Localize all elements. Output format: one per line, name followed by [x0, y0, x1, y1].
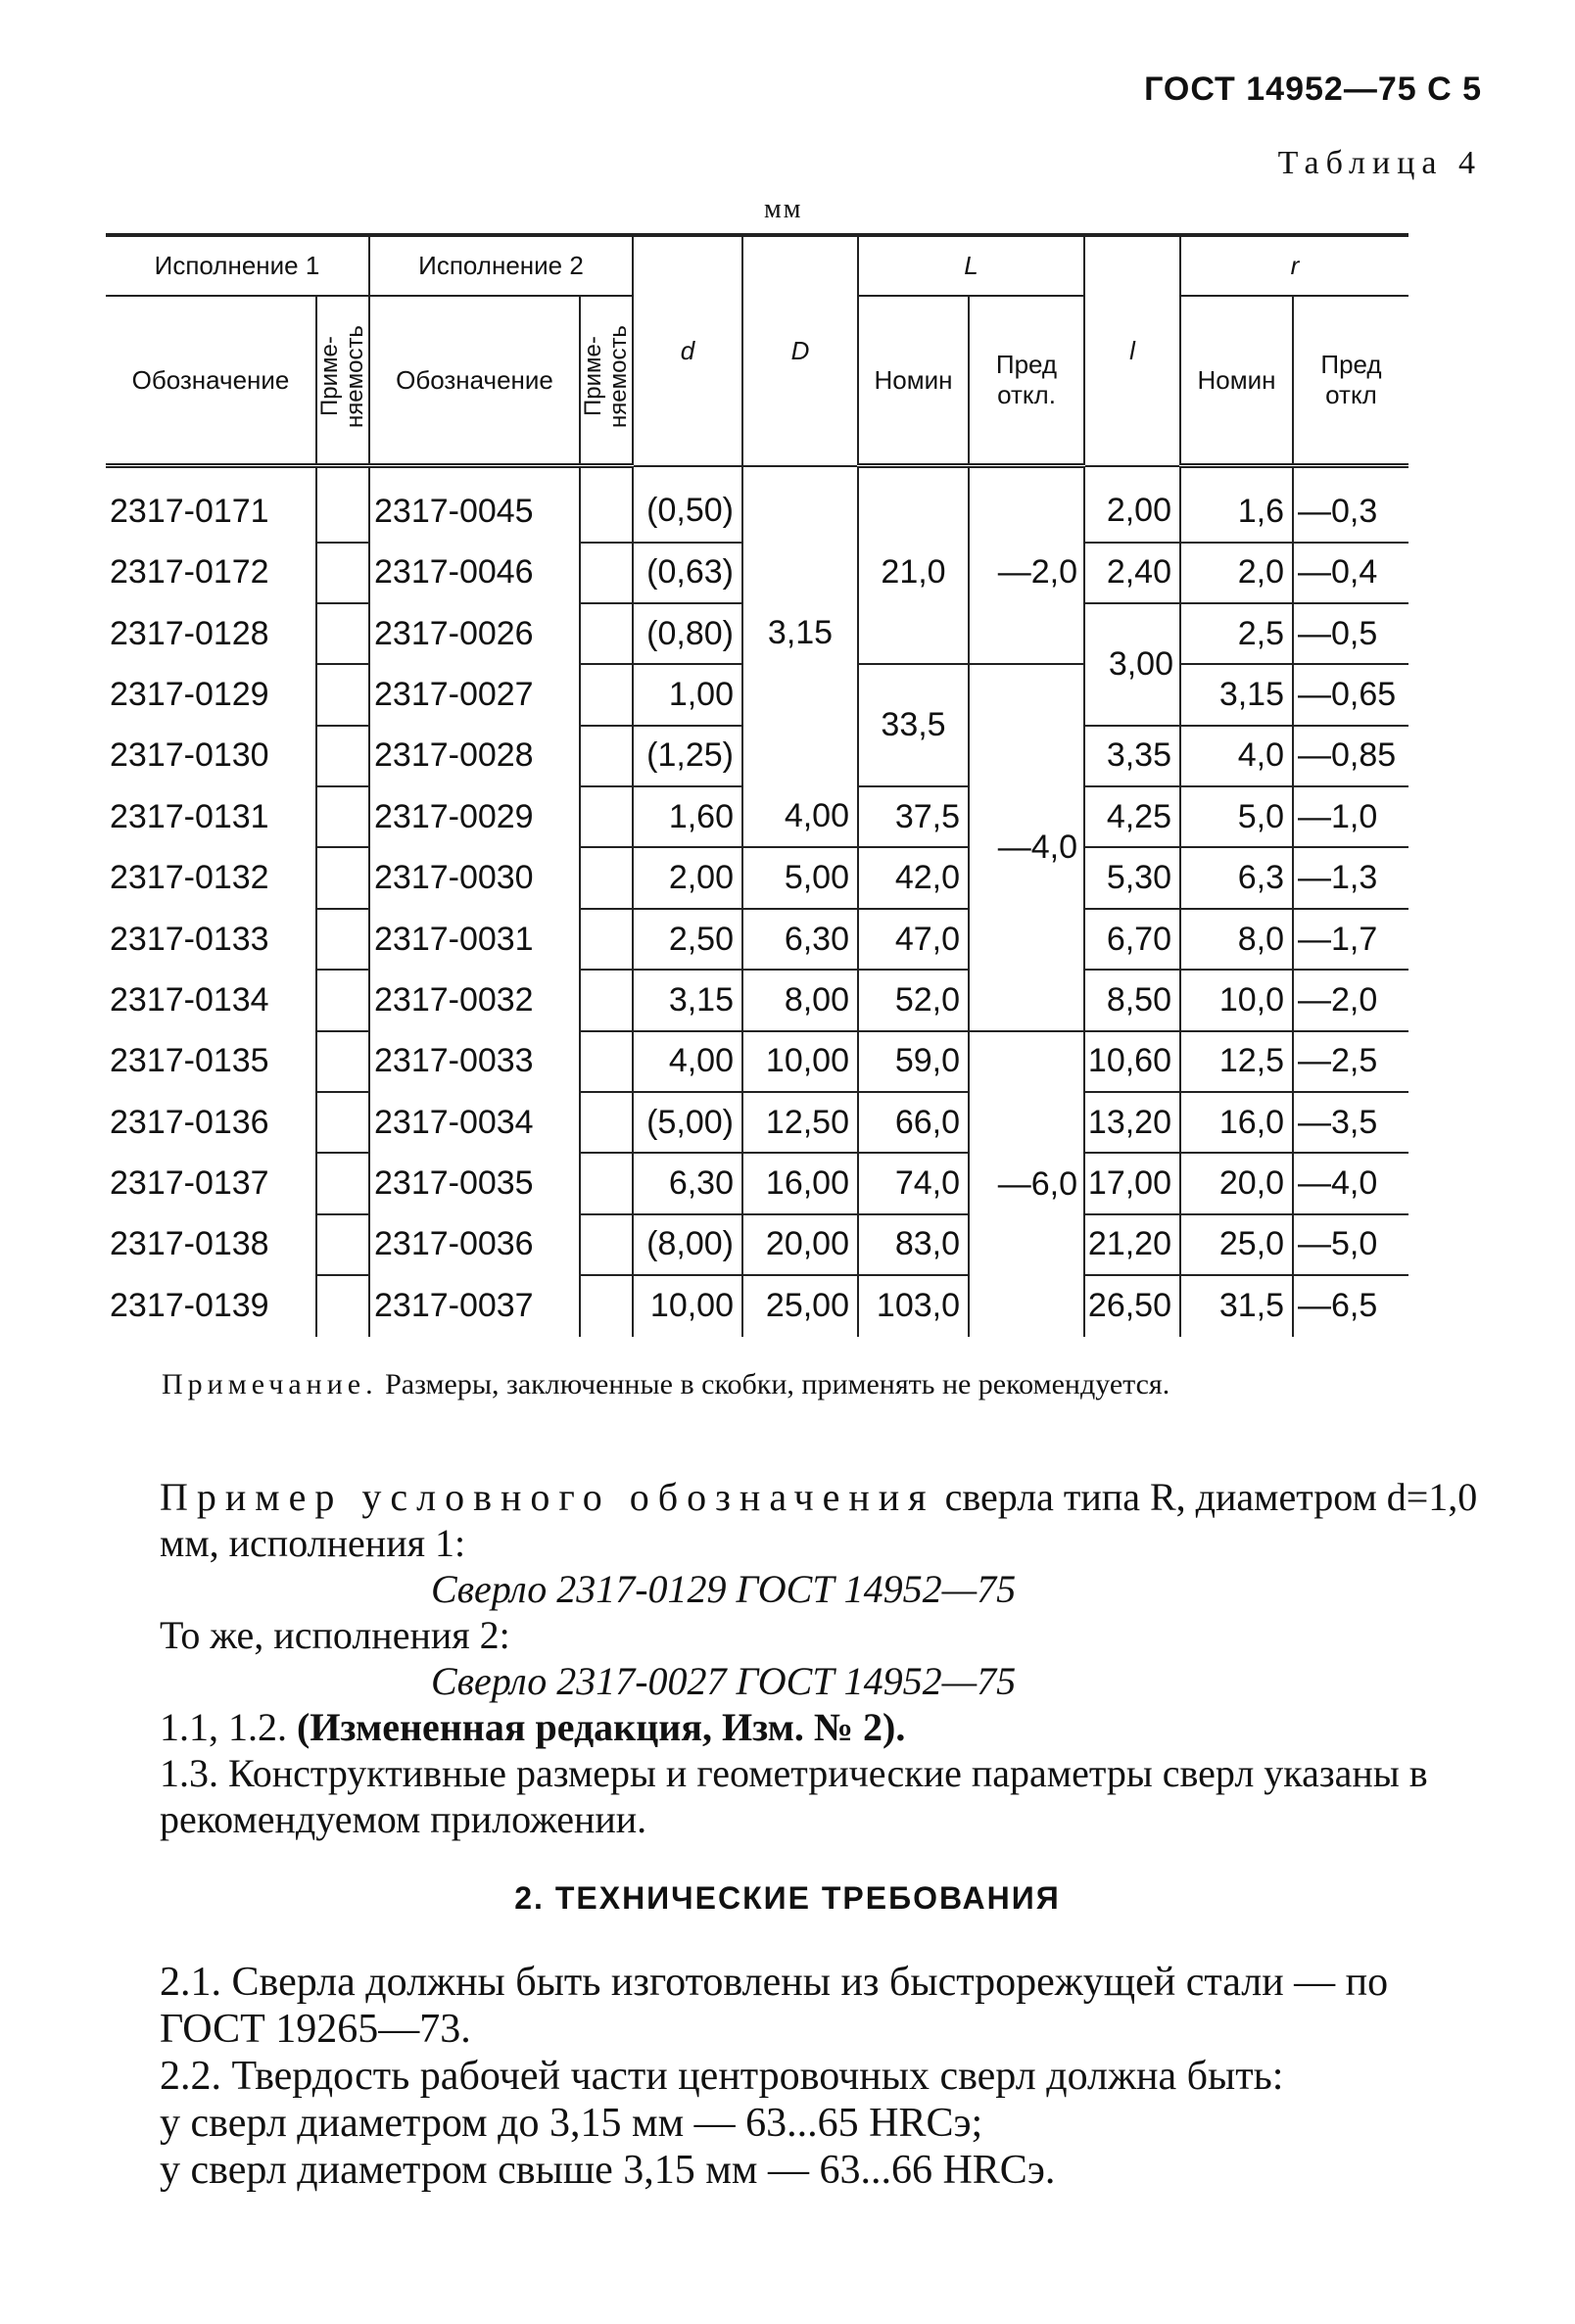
applicability2-cell	[580, 847, 633, 908]
r-nom-cell: 2,0	[1180, 543, 1293, 603]
paragraph-1-3: 1.3. Конструктивные размеры и геометрические параметры сверл указаны в рекомендуемом приложении.	[160, 1751, 1428, 1841]
L-nom-cell: 52,0	[858, 970, 969, 1030]
d-cell: 1,00	[633, 664, 742, 725]
example-intro-rest: сверла типа R, диаметром d=1,0 мм, исполнения 1:	[160, 1475, 1478, 1565]
code1-cell: 2317-0131	[110, 797, 269, 835]
applicability2-cell	[580, 664, 633, 725]
r-dev-cell: —4,0	[1293, 1153, 1408, 1213]
applicability1-cell	[316, 543, 369, 603]
table-row	[106, 970, 1408, 1030]
code2-cell: 2317-0029	[369, 786, 580, 847]
header-applicability1: Применяемость	[316, 296, 369, 466]
applicability1-cell	[316, 970, 369, 1030]
applicability1-cell	[316, 603, 369, 664]
L-nom-cell: 83,0	[858, 1214, 969, 1275]
applicability2-cell	[580, 909, 633, 970]
table-row	[106, 1153, 1408, 1213]
D-cell: 5,00	[742, 847, 858, 908]
d-cell: 1,60	[633, 786, 742, 847]
code2-cell: 2317-0032	[369, 970, 580, 1030]
r-dev-cell: —2,0	[1293, 970, 1408, 1030]
L-nom-cell: 59,0	[858, 1031, 969, 1092]
applicability1-cell	[316, 466, 369, 543]
d-cell: 2,50	[633, 909, 742, 970]
code1-cell: 2317-0129	[110, 675, 269, 713]
D-cell: 16,00	[742, 1153, 858, 1213]
applicability1-cell	[316, 664, 369, 725]
code1-cell: 2317-0130	[110, 736, 269, 775]
code2-cell: 2317-0026	[369, 603, 580, 664]
D-cell: 6,30	[742, 909, 858, 970]
L-dev-merged-cell: —6,0	[969, 1031, 1084, 1337]
dimensions-table	[106, 233, 1408, 1337]
D-cell: 8,00	[742, 970, 858, 1030]
header-applicability2: Применяемость	[580, 296, 633, 466]
l-cell: 13,20	[1084, 1092, 1180, 1153]
header-l: l	[1084, 235, 1180, 466]
code2-cell: 2317-0034	[369, 1092, 580, 1153]
header-D: D	[742, 235, 858, 466]
example-intro-spaced: Пример условного обозначения	[160, 1475, 935, 1519]
L-dev-merged-cell: —4,0	[969, 664, 1084, 1030]
l-merged-cell: 3,00	[1084, 603, 1180, 726]
applicability1-cell	[316, 1031, 369, 1092]
table-row	[106, 786, 1408, 847]
applicability2-cell	[580, 726, 633, 786]
code2-cell: 2317-0031	[369, 909, 580, 970]
r-nom-cell: 8,0	[1180, 909, 1293, 970]
l-cell: 4,25	[1084, 786, 1180, 847]
table-row	[106, 847, 1408, 908]
table-units: мм	[764, 194, 803, 224]
r-dev-cell: —6,5	[1293, 1275, 1408, 1336]
L-nom-cell: 47,0	[858, 909, 969, 970]
r-nom-cell: 2,5	[1180, 603, 1293, 664]
l-cell: 10,60	[1084, 1031, 1180, 1092]
applicability2-cell	[580, 1153, 633, 1213]
applicability1-cell	[316, 909, 369, 970]
L-nom-cell: 42,0	[858, 847, 969, 908]
r-dev-cell: —0,65	[1293, 664, 1408, 725]
l-cell: 6,70	[1084, 909, 1180, 970]
code1-cell: 2317-0133	[110, 920, 269, 958]
code2-cell: 2317-0036	[369, 1214, 580, 1275]
table-row	[106, 909, 1408, 970]
code2-cell: 2317-0033	[369, 1031, 580, 1092]
code2-cell: 2317-0037	[369, 1275, 580, 1336]
code2-cell: 2317-0045	[369, 466, 580, 543]
r-nom-cell: 5,0	[1180, 786, 1293, 847]
document-reference: ГОСТ 14952—75 С 5	[1144, 71, 1482, 108]
code1-cell: 2317-0138	[110, 1225, 269, 1263]
r-dev-cell: —1,3	[1293, 847, 1408, 908]
table-row	[106, 1092, 1408, 1153]
L-nom-cell: 66,0	[858, 1092, 969, 1153]
r-dev-cell: —0,3	[1293, 466, 1408, 543]
paragraph-2-2-b: у сверл диаметром свыше 3,15 мм — 63...66 HRCэ.	[160, 2148, 1056, 2193]
l-cell: 26,50	[1084, 1275, 1180, 1336]
r-nom-cell: 1,6	[1180, 466, 1293, 543]
header-d: d	[633, 235, 742, 466]
r-dev-cell: —2,5	[1293, 1031, 1408, 1092]
applicability2-cell	[580, 1031, 633, 1092]
header-r-nom: Номин	[1180, 296, 1293, 466]
section-2-body	[93, 1959, 1484, 2194]
d-cell: 10,00	[633, 1275, 742, 1336]
l-cell: 3,35	[1084, 726, 1180, 786]
header-L-dev: Пред откл.	[969, 296, 1084, 466]
l-cell: 2,00	[1084, 466, 1180, 543]
r-dev-cell: —5,0	[1293, 1214, 1408, 1275]
L-nom-merged-cell: 21,0	[858, 466, 969, 665]
applicability2-cell	[580, 1275, 633, 1336]
r-nom-cell: 3,15	[1180, 664, 1293, 725]
applicability2-cell	[580, 466, 633, 543]
code1-cell: 2317-0172	[110, 553, 269, 592]
code1-cell: 2317-0128	[110, 614, 269, 652]
l-cell: 5,30	[1084, 847, 1180, 908]
r-nom-cell: 20,0	[1180, 1153, 1293, 1213]
l-cell: 17,00	[1084, 1153, 1180, 1213]
L-nom-merged-cell: 33,5	[858, 664, 969, 786]
d-cell: 6,30	[633, 1153, 742, 1213]
code2-cell: 2317-0028	[369, 726, 580, 786]
paragraph-2-1: 2.1. Сверла должны быть изготовлены из быстрорежущей стали — по ГОСТ 19265—73.	[160, 1960, 1389, 2052]
applicability1-cell	[316, 786, 369, 847]
code1-cell: 2317-0171	[110, 493, 269, 531]
D-merged-cell: 3,15	[742, 466, 858, 787]
header-designation1: Обозначение	[106, 296, 316, 466]
r-nom-cell: 31,5	[1180, 1275, 1293, 1336]
d-cell: (5,00)	[633, 1092, 742, 1153]
d-cell: (0,50)	[633, 466, 742, 543]
applicability1-cell	[316, 1092, 369, 1153]
applicability2-cell	[580, 1092, 633, 1153]
header-L-nom: Номин	[858, 296, 969, 466]
amendment-text: (Измененная редакция, Изм. № 2).	[297, 1705, 906, 1749]
r-nom-cell: 10,0	[1180, 970, 1293, 1030]
r-dev-cell: —1,0	[1293, 786, 1408, 847]
D-cell: 10,00	[742, 1031, 858, 1092]
code1-cell: 2317-0139	[110, 1286, 269, 1324]
applicability1-cell	[316, 1214, 369, 1275]
header-r: r	[1180, 235, 1408, 296]
applicability1-cell	[316, 847, 369, 908]
paragraph-2-2: 2.2. Твердость рабочей части центровочных сверл должна быть:	[160, 2054, 1284, 2099]
applicability2-cell	[580, 1214, 633, 1275]
L-nom-cell: 37,5	[858, 786, 969, 847]
applicability2-cell	[580, 970, 633, 1030]
r-nom-cell: 4,0	[1180, 726, 1293, 786]
d-cell: 4,00	[633, 1031, 742, 1092]
applicability2-cell	[580, 603, 633, 664]
r-dev-cell: —0,4	[1293, 543, 1408, 603]
r-dev-cell: —0,5	[1293, 603, 1408, 664]
code1-cell: 2317-0137	[110, 1164, 269, 1203]
code2-cell: 2317-0027	[369, 664, 580, 725]
applicability2-cell	[580, 543, 633, 603]
D-cell: 25,00	[742, 1275, 858, 1336]
D-cell: 12,50	[742, 1092, 858, 1153]
r-nom-cell: 16,0	[1180, 1092, 1293, 1153]
r-dev-cell: —0,85	[1293, 726, 1408, 786]
code1-cell: 2317-0134	[110, 980, 269, 1019]
code2-cell: 2317-0030	[369, 847, 580, 908]
applicability1-cell	[316, 726, 369, 786]
header-exec2: Исполнение 2	[369, 235, 633, 296]
L-nom-cell: 74,0	[858, 1153, 969, 1213]
r-nom-cell: 25,0	[1180, 1214, 1293, 1275]
table-row	[106, 1214, 1408, 1275]
amendment-num: 1.1, 1.2.	[160, 1705, 287, 1749]
applicability2-cell	[580, 786, 633, 847]
table-row	[106, 1275, 1408, 1336]
table-row	[106, 1031, 1408, 1092]
r-dev-cell: —1,7	[1293, 909, 1408, 970]
table-caption: Таблица 4	[1277, 145, 1482, 181]
applicability1-cell	[316, 1275, 369, 1336]
note-text: Размеры, заключенные в скобки, применять не рекомендуется.	[385, 1368, 1170, 1400]
header-exec1: Исполнение 1	[106, 235, 369, 296]
example-designation-2: Сверло 2317-0027 ГОСТ 14952—75	[431, 1659, 1017, 1703]
code1-cell: 2317-0136	[110, 1103, 269, 1141]
example-same-exec2: То же, исполнения 2:	[160, 1613, 510, 1657]
code2-cell: 2317-0046	[369, 543, 580, 603]
d-cell: (1,25)	[633, 726, 742, 786]
code2-cell: 2317-0035	[369, 1153, 580, 1213]
l-cell: 2,40	[1084, 543, 1180, 603]
paragraph-2-2-a: у сверл диаметром до 3,15 мм — 63...65 HRCэ;	[160, 2101, 983, 2146]
D-cell: 4,00	[742, 786, 858, 847]
l-cell: 8,50	[1084, 970, 1180, 1030]
r-nom-cell: 6,3	[1180, 847, 1293, 908]
table-note	[162, 1369, 1479, 1400]
code1-cell: 2317-0135	[110, 1042, 269, 1080]
r-dev-cell: —3,5	[1293, 1092, 1408, 1153]
code1-cell: 2317-0132	[110, 859, 269, 897]
header-r-dev: Пред откл	[1293, 296, 1408, 466]
note-label: Примечание.	[162, 1368, 378, 1400]
header-designation2: Обозначение	[369, 296, 580, 466]
header-L: L	[858, 235, 1084, 296]
d-cell: 3,15	[633, 970, 742, 1030]
L-nom-cell: 103,0	[858, 1275, 969, 1336]
r-nom-cell: 12,5	[1180, 1031, 1293, 1092]
d-cell: (0,80)	[633, 603, 742, 664]
d-cell: (8,00)	[633, 1214, 742, 1275]
l-cell: 21,20	[1084, 1214, 1180, 1275]
section-heading: 2. ТЕХНИЧЕСКИЕ ТРЕБОВАНИЯ	[514, 1880, 1061, 1916]
example-designation-1: Сверло 2317-0129 ГОСТ 14952—75	[431, 1567, 1017, 1611]
D-cell: 20,00	[742, 1214, 858, 1275]
amendment-note	[93, 1704, 1484, 1750]
d-cell: 2,00	[633, 847, 742, 908]
table-row	[106, 466, 1408, 543]
d-cell: (0,63)	[633, 543, 742, 603]
designation-example	[93, 1474, 1484, 1842]
L-dev-merged-cell: —2,0	[969, 466, 1084, 665]
example-intro	[93, 1474, 1484, 1566]
applicability1-cell	[316, 1153, 369, 1213]
